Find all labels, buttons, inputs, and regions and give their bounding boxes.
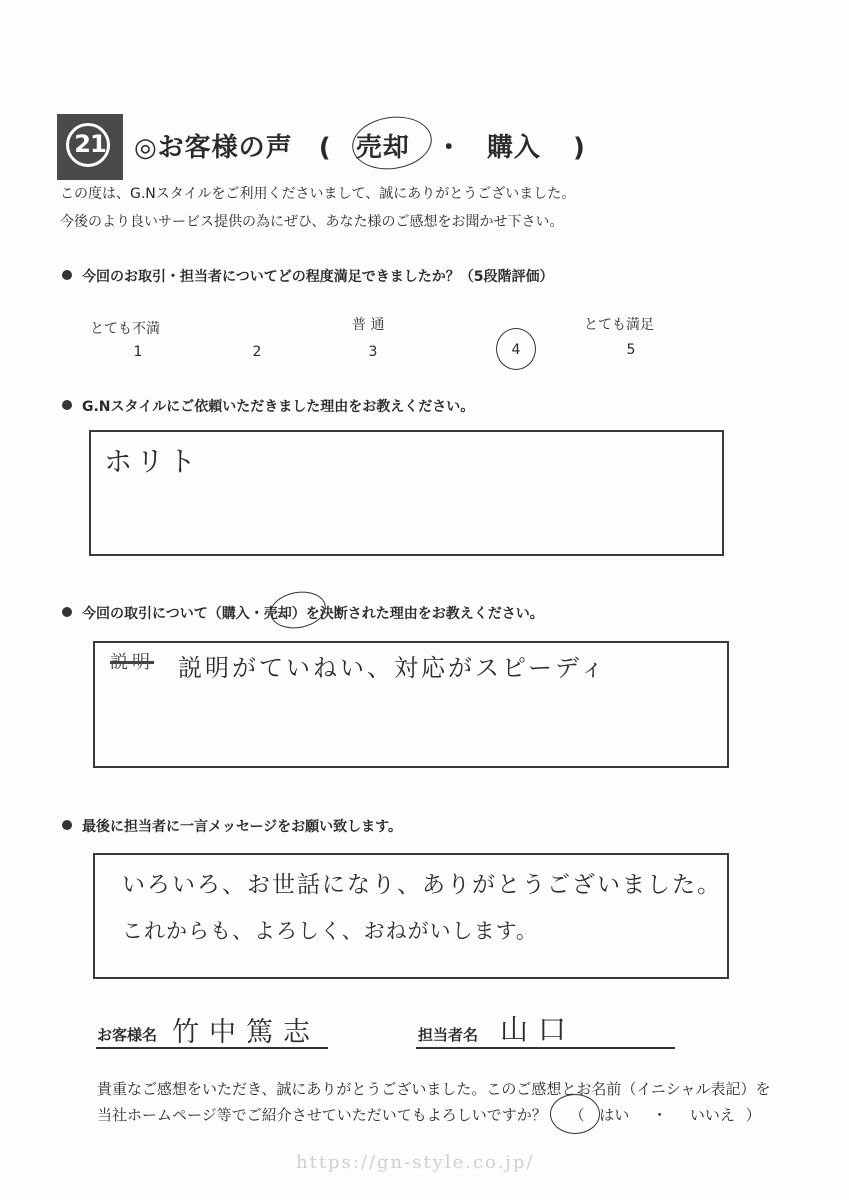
- consent-paren-close: ）: [745, 1106, 761, 1124]
- scale-option-1: 1: [133, 344, 143, 360]
- question-2: [62, 396, 474, 416]
- question-3-text-a: 今回の取引について（購入: [82, 606, 250, 622]
- title-paren-close: ): [572, 133, 586, 163]
- scale-option-3: 3: [368, 344, 378, 360]
- bullet-icon: [62, 270, 72, 280]
- title-paren-open: (: [318, 133, 332, 163]
- consent-option-yes: はい: [599, 1106, 630, 1124]
- question-4: [62, 816, 402, 836]
- consent-paren-open: （: [569, 1106, 585, 1124]
- title-option-sell: 売却: [355, 133, 410, 163]
- answer-4-line-1: いろいろ、お世話になり、ありがとうございました。: [122, 872, 722, 898]
- circle-mark-sell: [349, 112, 435, 175]
- question-1-text: 今回のお取引・担当者についてどの程度満足できましたか？（5段階評価）: [82, 269, 554, 285]
- title-separator: ・: [435, 133, 463, 163]
- century21-logo: [57, 114, 123, 180]
- scale-option-2: 2: [252, 344, 262, 360]
- consent-line-2: [97, 1104, 761, 1125]
- bullet-icon: [62, 607, 72, 617]
- logo-number: 21: [74, 130, 106, 158]
- scale-label-low: とても不満: [90, 321, 160, 337]
- title-prefix: ◎お客様の声: [134, 133, 293, 163]
- customer-name-line: [96, 1047, 328, 1049]
- staff-name-handwriting: 山口: [500, 1013, 577, 1046]
- staff-name-line: [416, 1047, 675, 1049]
- customer-name-label: お客様名: [97, 1026, 158, 1044]
- answer-4-line-2: これからも、よろしく、おねがいします。: [122, 919, 538, 943]
- staff-name-label: 担当者名: [418, 1026, 479, 1044]
- circle-mark-rating-4: [496, 328, 536, 370]
- question-3-text-b: 売却: [263, 606, 292, 622]
- bullet-icon: [62, 820, 72, 830]
- consent-question: 当社ホームページ等でご紹介させていただいてもよろしいですか？: [97, 1106, 547, 1124]
- bullet-icon: [62, 400, 72, 410]
- answer-3-struck-text: 説明: [110, 652, 154, 673]
- scale-label-high: とても満足: [584, 317, 654, 333]
- circle-mark-yes: [550, 1094, 600, 1134]
- consent-separator: ・: [652, 1106, 668, 1124]
- question-3-sep: ・: [249, 606, 264, 622]
- question-2-text: G.Nスタイルにご依頼いただきました理由をお教えください。: [82, 399, 475, 415]
- scale-option-4: 4: [511, 342, 521, 358]
- customer-name-handwriting: 竹中篤志: [172, 1017, 320, 1048]
- scale-label-mid: 普 通: [352, 317, 385, 333]
- question-1: [62, 266, 553, 286]
- scale-option-5: 5: [626, 342, 636, 358]
- website-url-watermark: https://gn-style.co.jp/: [296, 1152, 535, 1173]
- title-option-buy: 購入: [486, 133, 541, 163]
- circle-mark-reason-sell: [267, 587, 328, 632]
- consent-option-no: いいえ: [689, 1106, 735, 1124]
- intro-line-1: この度は、G.Nスタイルをご利用くださいまして、誠にありがとうございました。: [60, 186, 576, 202]
- question-4-text: 最後に担当者に一言メッセージをお願い致します。: [82, 819, 403, 835]
- consent-line-1: 貴重なご感想をいただき、誠にありがとうございました。このご感想とお名前（イニシャル表記）を: [97, 1080, 771, 1098]
- intro-line-2: 今後のより良いサービス提供の為にぜひ、あなた様のご感想をお聞かせ下さい。: [60, 214, 564, 230]
- question-3-text-c: ）を決断された理由をお教えください。: [291, 606, 544, 622]
- answer-3-handwriting: 説明がていねい、対応がスピーディ: [178, 654, 608, 682]
- answer-2-handwriting: ホリト: [104, 445, 201, 478]
